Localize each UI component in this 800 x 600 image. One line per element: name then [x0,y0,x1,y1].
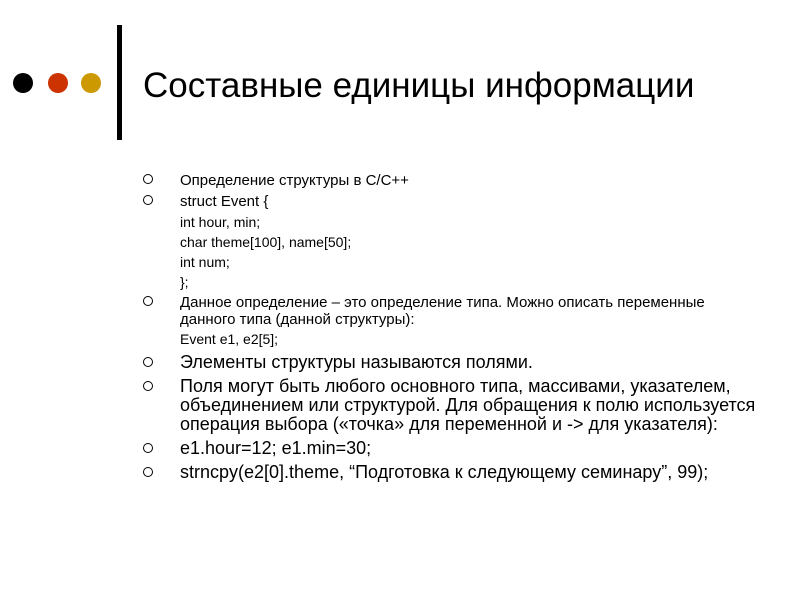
code-line: int hour, min; [180,214,261,230]
bullet-item [143,193,763,211]
slide-title: Составные единицы информации [143,66,695,105]
decor-dot-gold [81,73,101,93]
bullet-item [143,294,763,328]
code-line: }; [180,274,189,290]
bullet-circle-icon [143,381,153,391]
decor-dot-black [13,73,33,93]
bullet-circle-icon [143,443,153,453]
bullet-circle-icon [143,357,153,367]
bullet-text: struct Event { [180,193,269,210]
bullet-text: e1.hour=12; e1.min=30; [180,438,372,458]
bullet-text: Поля могут быть любого основного типа, массивами, указателем, объединением или структурой. Для обращения к полю используется операция выбора («точка» для переменной и -> для указателя): [180,376,756,434]
bullet-text: Данное определение – это определение типа. Можно описать переменные данного типа (данной структуры): [180,294,705,328]
bullet-text: Элементы структуры называются полями. [180,352,533,372]
code-line: char theme[100], name[50]; [180,234,352,250]
bullet-item [143,377,763,434]
bullet-item [143,463,763,482]
bullet-circle-icon [143,174,153,184]
slide-body [143,172,763,482]
title-divider [117,25,122,140]
bullet-circle-icon [143,296,153,306]
bullet-text: Определение структуры в С/С++ [180,172,409,189]
bullet-circle-icon [143,467,153,477]
bullet-item [143,439,763,458]
bullet-item [143,353,763,372]
decor-dot-red [48,73,68,93]
bullet-text: strncpy(e2[0].theme, “Подготовка к следующему семинару”, 99); [180,462,709,482]
bullet-item [143,172,763,190]
bullet-circle-icon [143,195,153,205]
code-line: Event e1, e2[5]; [180,331,279,347]
code-line: int num; [180,254,230,270]
